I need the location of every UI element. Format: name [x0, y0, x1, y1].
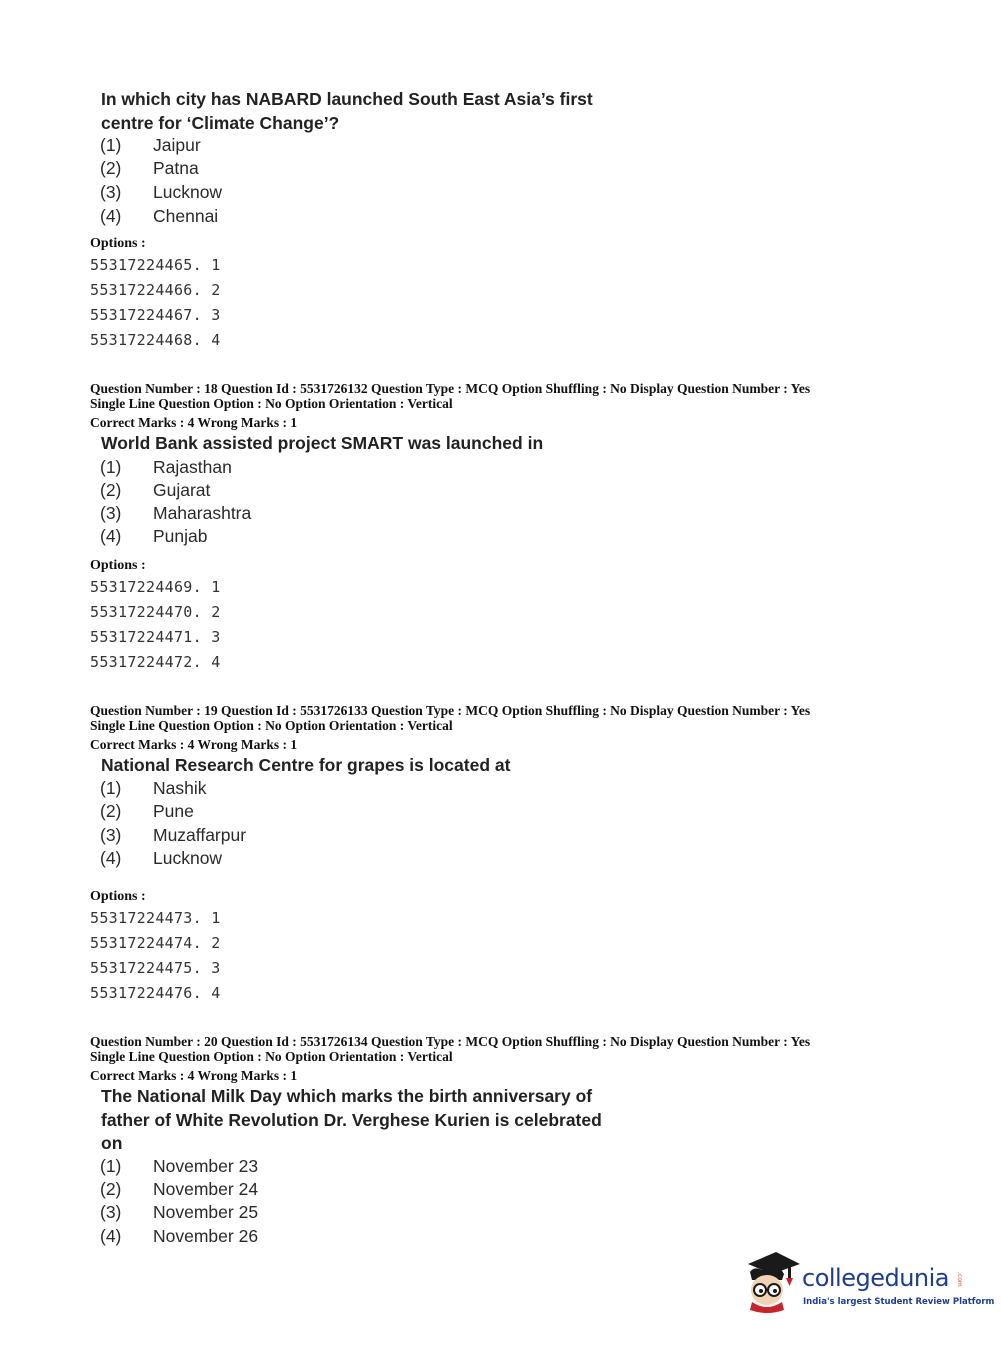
choice-text: Lucknow: [153, 182, 223, 202]
q19-option-id-1: 55317224473. 1: [90, 909, 221, 927]
logo-dotcom: .com: [956, 1272, 963, 1287]
q18-marks: Correct Marks : 4 Wrong Marks : 1: [90, 415, 298, 430]
q17-question-line2: centre for ‘Climate Change’?: [101, 112, 340, 133]
q17-choice-1: [100, 134, 201, 157]
choice-text: Muzaffarpur: [153, 825, 247, 845]
q18-question-line1: World Bank assisted project SMART was launched in: [101, 433, 544, 453]
q20-question-text: [101, 1085, 631, 1156]
choice-text: November 25: [153, 1202, 259, 1222]
choice-text: Maharashtra: [153, 503, 252, 523]
q17-option-id-1: 55317224465. 1: [90, 256, 221, 274]
student-mascot-icon: [742, 1250, 802, 1314]
choice-number: (3): [100, 503, 122, 523]
q17-choice-4: [100, 205, 218, 228]
choice-text: Pune: [153, 801, 194, 821]
q19-meta-line1: Question Number : 19 Question Id : 5531726133 Question Type : MCQ Option Shuffling : No Display Question Number : Yes: [90, 703, 811, 718]
q20-choice-1: [100, 1155, 258, 1178]
q18-choice-1: [100, 456, 232, 479]
choice-text: Lucknow: [153, 848, 223, 868]
q19-question-line1: National Research Centre for grapes is located at: [101, 755, 511, 775]
choice-number: (2): [100, 801, 122, 821]
q20-question-line2: father of White Revolution Dr. Verghese Kurien is celebrated: [101, 1109, 602, 1130]
choice-number: (4): [100, 526, 122, 546]
logo-tagline: India's largest Student Review Platform: [803, 1297, 995, 1307]
q17-options-label: Options :: [90, 236, 146, 251]
choice-text: Gujarat: [153, 480, 211, 500]
q19-options-label: Options :: [90, 889, 146, 904]
q18-meta-line2: Single Line Question Option : No Option Orientation : Vertical: [90, 396, 453, 411]
choice-number: (4): [100, 206, 122, 226]
logo-wordmark: collegedunia: [802, 1264, 950, 1292]
q20-choice-4: [100, 1225, 258, 1248]
choice-number: (2): [100, 1179, 122, 1199]
choice-number: (2): [100, 158, 122, 178]
q17-question-line1: In which city has NABARD launched South East Asia’s first: [101, 89, 593, 109]
q20-meta-line2: Single Line Question Option : No Option Orientation : Vertical: [90, 1049, 453, 1064]
q17-choice-3: [100, 181, 222, 204]
q18-option-id-4: 55317224472. 4: [90, 653, 221, 671]
choice-text: Rajasthan: [153, 457, 232, 477]
choice-text: Punjab: [153, 526, 208, 546]
choice-text: Jaipur: [153, 135, 201, 155]
choice-text: November 24: [153, 1179, 259, 1199]
q18-options-label: Options :: [90, 558, 146, 573]
q19-option-id-2: 55317224474. 2: [90, 934, 221, 952]
q19-choice-1: [100, 777, 207, 800]
choice-number: (3): [100, 1202, 122, 1222]
q19-choice-4: [100, 847, 222, 870]
choice-text: Patna: [153, 158, 199, 178]
choice-number: (1): [100, 135, 122, 155]
collegedunia-logo[interactable]: [742, 1250, 995, 1320]
choice-number: (1): [100, 778, 122, 798]
choice-number: (4): [100, 848, 122, 868]
choice-number: (4): [100, 1226, 122, 1246]
q18-choice-3: [100, 502, 251, 525]
q20-marks: Correct Marks : 4 Wrong Marks : 1: [90, 1068, 298, 1083]
q20-choice-2: [100, 1178, 258, 1201]
q17-choice-2: [100, 157, 199, 180]
q18-choice-2: [100, 479, 210, 502]
q19-option-id-3: 55317224475. 3: [90, 959, 221, 977]
q20-meta-line1: Question Number : 20 Question Id : 5531726134 Question Type : MCQ Option Shuffling : No Display Question Number : Yes: [90, 1034, 811, 1049]
q17-question-text: [101, 88, 631, 135]
q20-question-line3: on: [101, 1133, 123, 1153]
q18-meta-line1: Question Number : 18 Question Id : 5531726132 Question Type : MCQ Option Shuffling : No Display Question Number : Yes: [90, 381, 811, 396]
q19-meta-line2: Single Line Question Option : No Option Orientation : Vertical: [90, 718, 453, 733]
choice-text: Nashik: [153, 778, 207, 798]
q19-choice-2: [100, 800, 194, 823]
q17-option-id-4: 55317224468. 4: [90, 331, 221, 349]
choice-text: November 23: [153, 1156, 259, 1176]
choice-number: (3): [100, 182, 122, 202]
q18-option-id-2: 55317224470. 2: [90, 603, 221, 621]
choice-text: November 26: [153, 1226, 259, 1246]
q17-option-id-2: 55317224466. 2: [90, 281, 221, 299]
q17-option-id-3: 55317224467. 3: [90, 306, 221, 324]
choice-number: (3): [100, 825, 122, 845]
choice-text: Chennai: [153, 206, 219, 226]
q18-option-id-1: 55317224469. 1: [90, 578, 221, 596]
q18-question-text: [101, 432, 631, 456]
q18-option-id-3: 55317224471. 3: [90, 628, 221, 646]
choice-number: (1): [100, 1156, 122, 1176]
q19-question-text: [101, 754, 631, 778]
q19-option-id-4: 55317224476. 4: [90, 984, 221, 1002]
q20-choice-3: [100, 1201, 258, 1224]
q18-choice-4: [100, 525, 208, 548]
q19-marks: Correct Marks : 4 Wrong Marks : 1: [90, 737, 298, 752]
choice-number: (1): [100, 457, 122, 477]
q20-question-line1: The National Milk Day which marks the birth anniversary of: [101, 1086, 593, 1106]
q19-choice-3: [100, 824, 246, 847]
choice-number: (2): [100, 480, 122, 500]
